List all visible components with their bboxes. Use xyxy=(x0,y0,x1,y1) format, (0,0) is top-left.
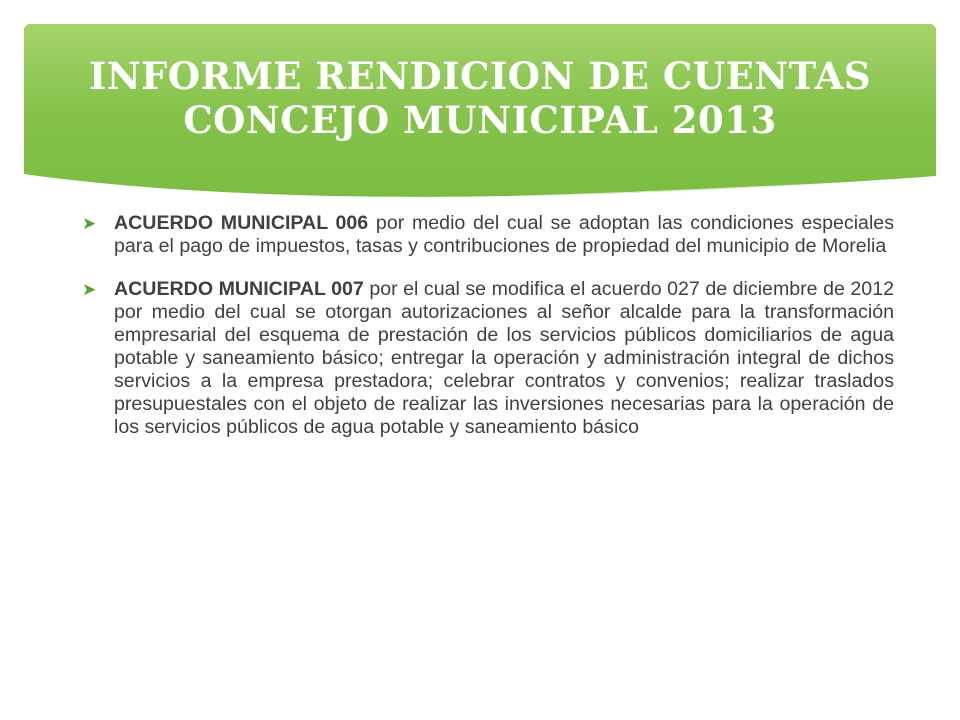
item-heading: ACUERDO MUNICIPAL 006 xyxy=(114,212,369,234)
list-item xyxy=(80,212,894,258)
arrow-bullet-icon: ➤ xyxy=(82,280,97,299)
bullet-list xyxy=(80,212,894,459)
title-line-1: INFORME RENDICION DE CUENTAS xyxy=(88,54,872,98)
item-heading: ACUERDO MUNICIPAL 007 xyxy=(114,278,364,300)
item-text: por el cual se modifica el acuerdo 027 de diciembre de 2012 por medio del cual se otorgan autorizaciones al señor alcalde para la transformación empresarial del esquema de prestación de los servicios públicos domiciliarios de agua potable y saneamiento básico; entregar la operación y administración integral de dichos servicios a la empresa prestadora; celebrar contratos y convenios; realizar traslados presupuestales con el objeto de realizar las inversiones necesarias para la operación de los servicios públicos de agua potable y saneamiento básico xyxy=(114,278,894,438)
arrow-bullet-icon: ➤ xyxy=(82,214,97,233)
item-text: por medio del cual se adoptan las condiciones especiales para el pago de impuestos, tasas y contribuciones de propiedad del municipio de Morelia xyxy=(114,212,894,257)
list-item xyxy=(80,278,894,439)
title-line-2: CONCEJO MUNICIPAL 2013 xyxy=(183,98,777,142)
slide-title xyxy=(24,54,936,142)
